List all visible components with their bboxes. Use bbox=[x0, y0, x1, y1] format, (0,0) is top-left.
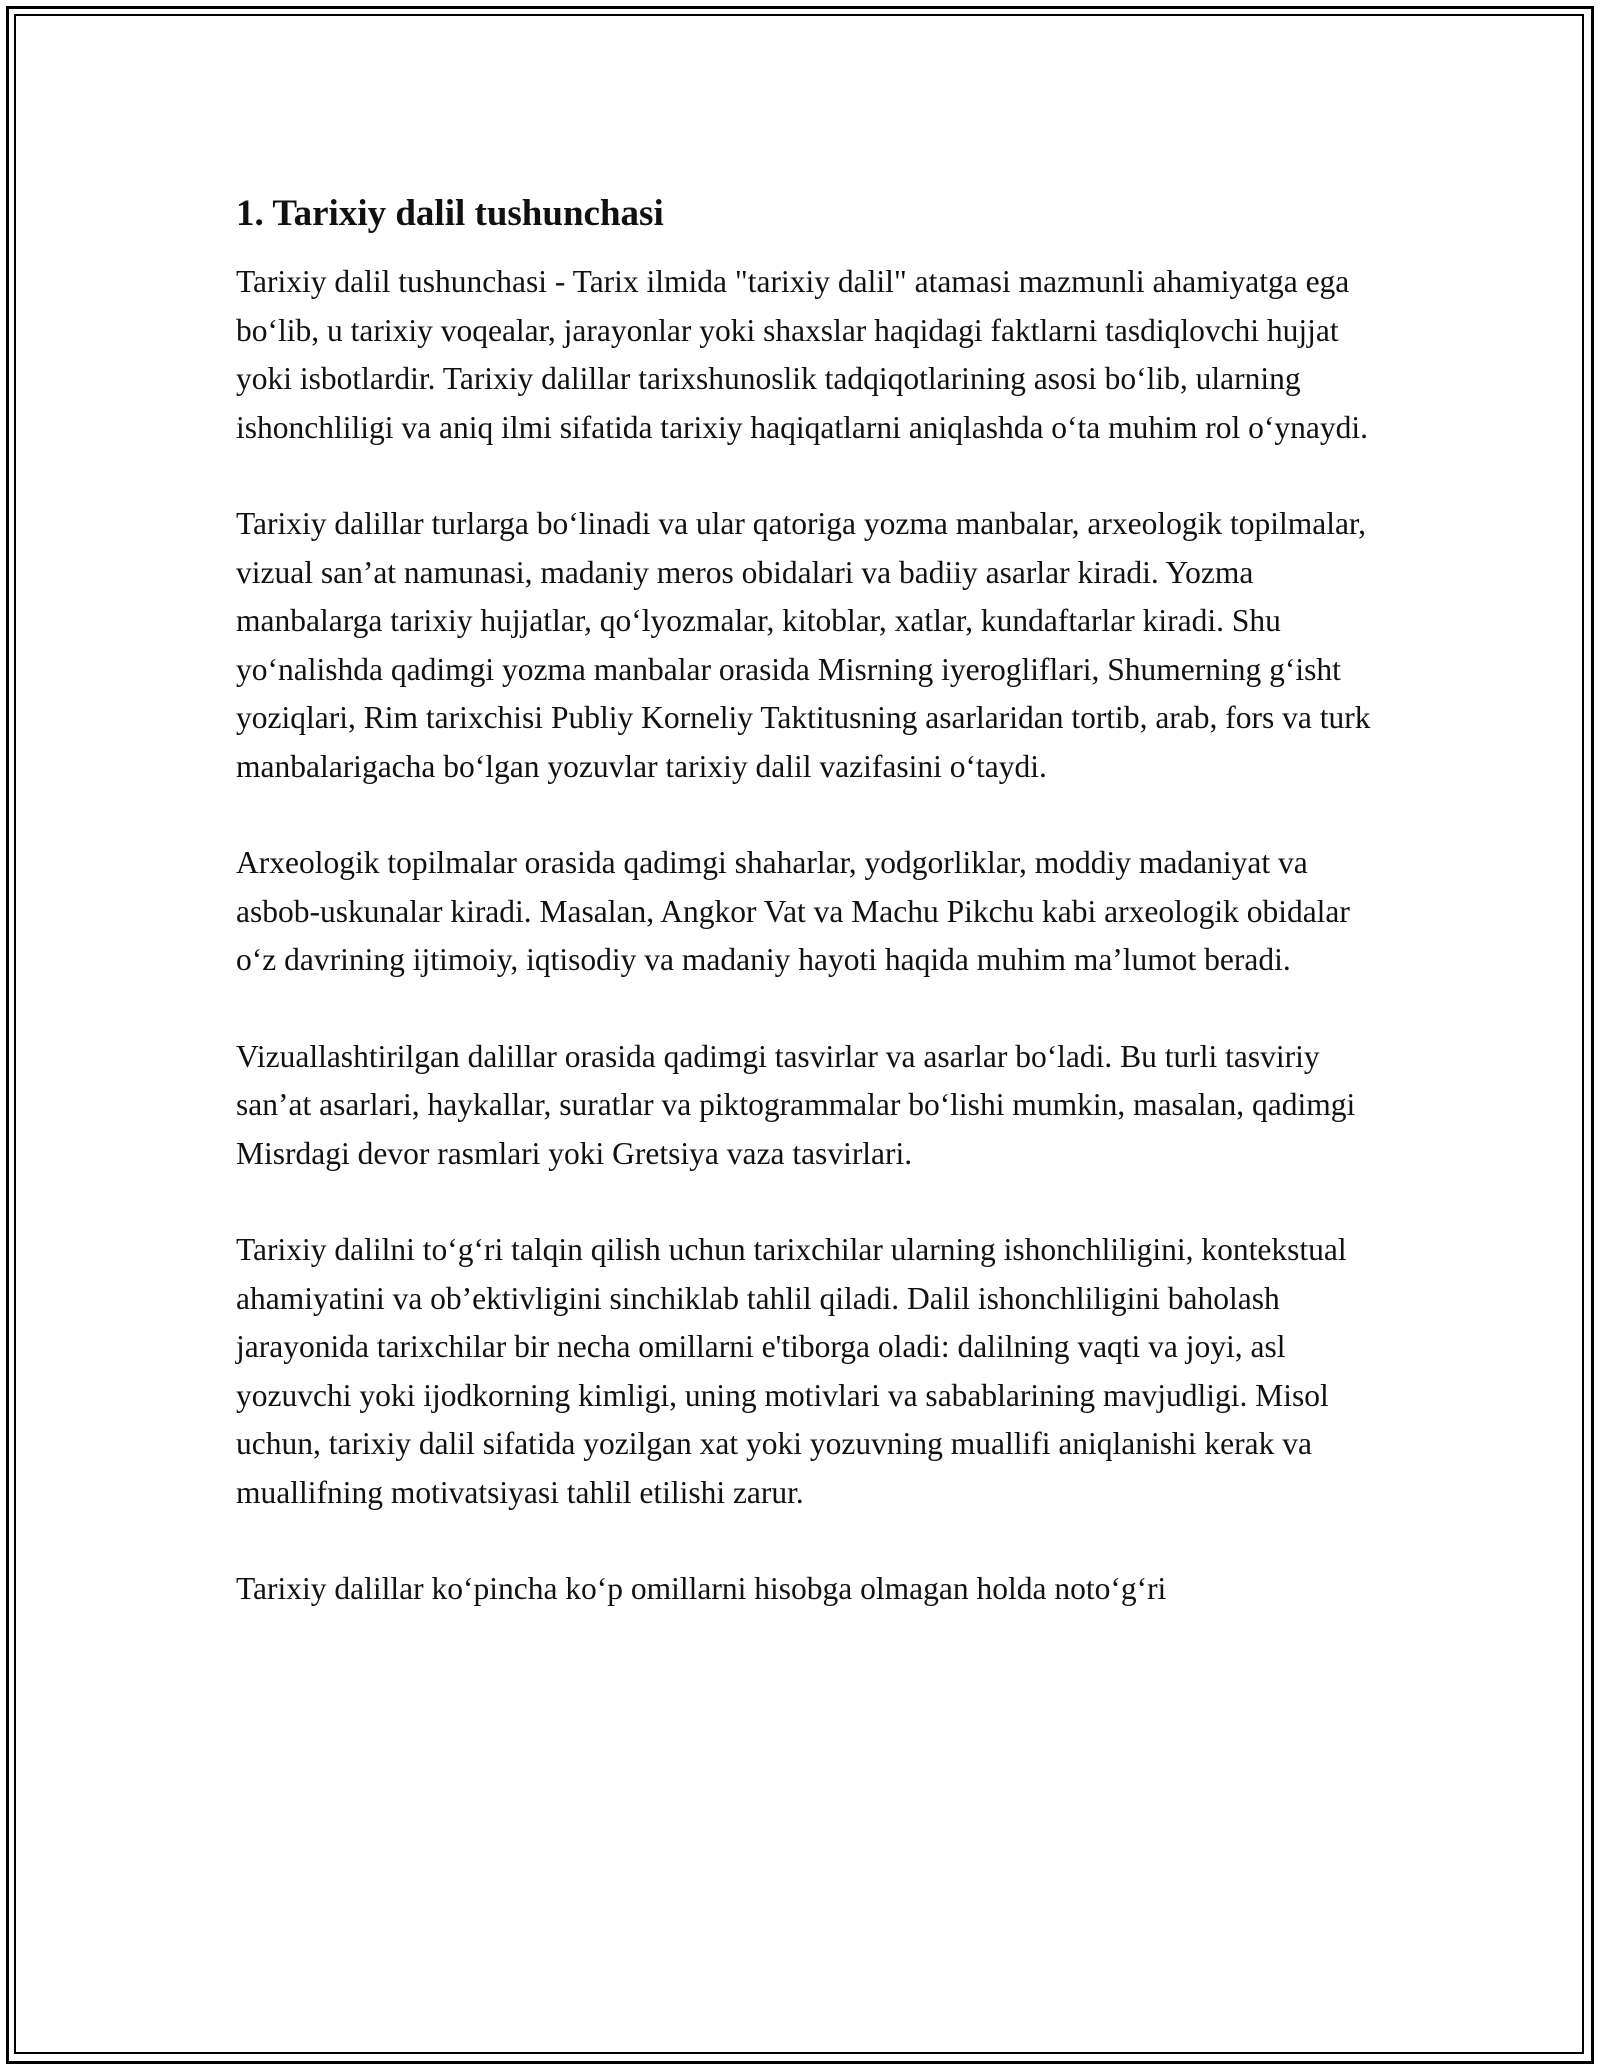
paragraph-archaeological-finds: Arxeologik topilmalar orasida qadimgi shaharlar, yodgorliklar, moddiy madaniyat va asbob-uskunalar kiradi. Masalan, Angkor Vat va Machu Pikchu kabi arxeologik obidalar o‘z davrining ijtimoiy, iqtisodiy va madaniy hayoti haqida muhim ma’lumot beradi. bbox=[236, 845, 1350, 977]
paragraph-types-of-evidence: Tarixiy dalillar turlarga bo‘linadi va ular qatoriga yozma manbalar, arxeologik topilmalar, vizual san’at namunasi, madaniy meros obidalari va badiiy asarlar kiradi. Yozma manbalarga tarixiy hujjatlar, qo‘lyozmalar, kitoblar, xatlar, kundaftarlar kiradi. Shu yo‘nalishda qadimgi yozma manbalar orasida Misrning iyerogliflari, Shumerning g‘isht yoziqlari, Rim tarixchisi Publiy Korneliy Taktitusning asarlaridan tortib, arab, fors va turk manbalarigacha bo‘lgan yozuvlar tarixiy dalil vazifasini o‘taydi. bbox=[236, 506, 1371, 784]
paragraph-interpretation: Tarixiy dalilni to‘g‘ri talqin qilish uchun tarixchilar ularning ishonchliligini, kontekstual ahamiyatini va ob’ektivligini sinchiklab tahlil qiladi. Dalil ishonchliligini baholash jarayonida tarixchilar bir necha omillarni e'tiborga oladi: dalilning vaqti va joyi, asl yozuvchi yoki ijodkorning kimligi, uning motivlari va sabablarining mavjudligi. Misol uchun, tarixiy dalil sifatida yozilgan xat yoki yozuvning muallifi aniqlanishi kerak va muallifning motivatsiyasi tahlil etilishi zarur. bbox=[236, 1232, 1347, 1510]
paragraph-visual-evidence: Vizuallashtirilgan dalillar orasida qadimgi tasvirlar va asarlar bo‘ladi. Bu turli tasviriy san’at asarlari, haykallar, suratlar va piktogrammalar bo‘lishi mumkin, masalan, qadimgi Misrdagi devor rasmlari yoki Gretsiya vaza tasvirlari. bbox=[236, 1038, 1356, 1171]
document-body bbox=[236, 188, 1376, 1662]
section-heading: 1. Tarixiy dalil tushunchasi bbox=[236, 193, 664, 234]
paragraph-truncated: Tarixiy dalillar ko‘pincha ko‘p omillarni hisobga olmagan holda noto‘g‘ri bbox=[236, 1571, 1167, 1606]
paragraph-definition: Tarixiy dalil tushunchasi - Tarix ilmida "tarixiy dalil" atamasi mazmunli ahamiyatga ega bo‘lib, u tarixiy voqealar, jarayonlar yoki shaxslar haqidagi faktlarni tasdiqlovchi hujjat yoki isbotlardir. Tarixiy dalillar tarixshunoslik tadqiqotlarining asosi bo‘lib, ularning ishonchliligi va aniq ilmi sifatida tarixiy haqiqatlarni aniqlashda o‘ta muhim rol o‘ynaydi. bbox=[236, 264, 1369, 445]
